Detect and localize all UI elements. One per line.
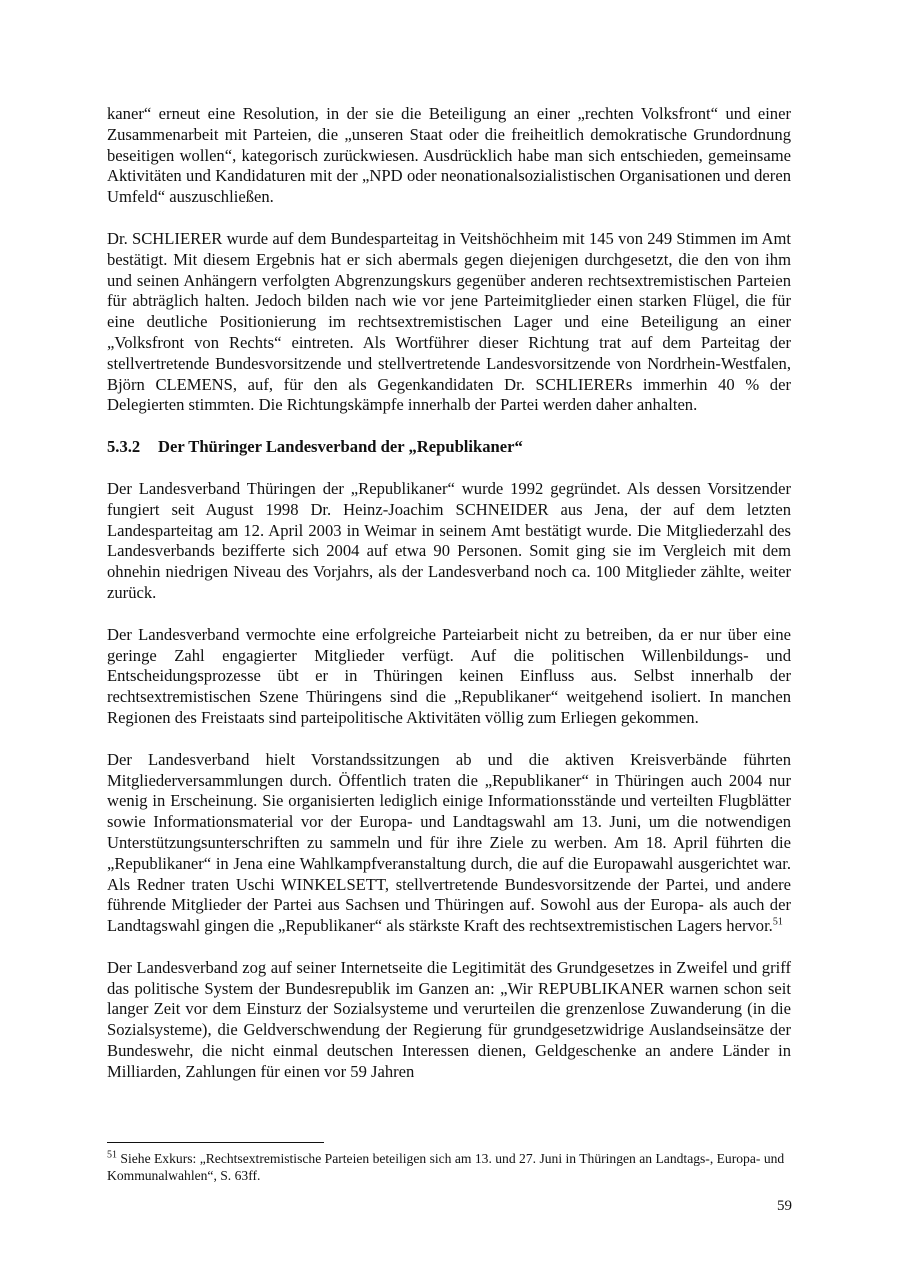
footnote-reference[interactable]: 51 <box>772 916 783 928</box>
footnote-divider <box>107 1142 324 1143</box>
footnote-number: 51 <box>107 1149 117 1161</box>
section-number: 5.3.2 <box>107 437 141 457</box>
paragraph-5 <box>107 750 791 937</box>
paragraph-2: Dr. SCHLIERER wurde auf dem Bundesparteitag in Veitshöchheim mit 145 von 249 Stimmen im Amt bestätigt. Mit diesem Ergebnis hat er sich abermals gegen diejenigen durchgesetzt, die den von ihm und seinen Anhängern verfolgten Abgrenzungskurs gegenüber anderen rechtsextremistischen Parteien für abträglich halten. Jedoch bilden nach wie vor jene Parteimitglieder einen starken Flügel, die für eine deutliche Positionierung im rechtsextremistischen Lager und eine Beteiligung an einer „Volksfront von Rechts“ eintreten. Als Wortführer dieser Richtung trat auf dem Parteitag der stellvertretende Bundesvorsitzende und stellvertretende Landesvorsitzende von Nordrhein-Westfalen, Björn CLEMENS, auf, für den als Gegenkandidaten Dr. SCHLIERERs immerhin 40 % der Delegierten stimmten. Die Richtungskämpfe innerhalb der Partei werden daher anhalten. <box>107 228 791 415</box>
page-body <box>107 104 791 1104</box>
paragraph-5-text: Der Landesverband hielt Vorstandssitzungen ab und die aktiven Kreisverbände führten Mitgliederversammlungen durch. Öffentlich traten die „Republikaner“ in Thüringen auch 2004 nur wenig in Erscheinung. Sie organisierten lediglich einige Informationsstände und verteilten Flugblätter sowie Informationsmaterial vor der Europa- und Landtagswahl am 13. Juni, um die notwendigen Unterstützungsunterschriften zu sammeln und für ihre Ziele zu werben. Am 18. April führten die „Republikaner“ in Jena eine Wahlkampfveranstaltung durch, die auf die Europawahl ausgerichtet war. Als Redner traten Uschi WINKELSETT, stellvertretende Bundesvorsitzende der Partei, und andere führende Mitglieder der Partei aus Sachsen und Thüringen auf. Sowohl aus der Europa- als auch der Landtagswahl gingen die „Republikaner“ als stärkste Kraft des rechtsextremistischen Lagers hervor. <box>107 749 791 936</box>
paragraph-6: Der Landesverband zog auf seiner Internetseite die Legitimität des Grundgesetzes in Zweifel und griff das politische System der Bundesrepublik im Ganzen an: „Wir REPUBLIKANER warnen schon seit langer Zeit vor dem Einsturz der Sozialsysteme und verurteilen die grenzenlose Zuwanderung (in die Sozialsysteme), die Geldverschwendung der Regierung für grundgesetzwidrige Auslandseinsätze der Bundeswehr, die nicht einmal deutschen Interessen dienen, Geldgeschenke an andere Länder in Milliarden, Zahlungen für einen vor 59 Jahren <box>107 957 791 1081</box>
paragraph-4: Der Landesverband vermochte eine erfolgreiche Parteiarbeit nicht zu betreiben, da er nur über eine geringe Zahl engagierter Mitglieder verfügt. Auf die politischen Willenbildungs- und Entscheidungsprozesse übt er in Thüringen keinen Einfluss aus. Selbst innerhalb der rechtsextremistischen Szene Thüringens sind die „Republikaner“ weitgehend isoliert. In manchen Regionen des Freistaats sind parteipolitische Aktivitäten völlig zum Erliegen gekommen. <box>107 624 791 727</box>
section-title: Der Thüringer Landesverband der „Republikaner“ <box>158 437 523 457</box>
paragraph-1: kaner“ erneut eine Resolution, in der sie die Beteiligung an einer „rechten Volksfront“ und einer Zusammenarbeit mit Parteien, die „unseren Staat oder die freiheitlich demokratische Grundordnung beseitigen wollen“, kategorisch zurückwiesen. Ausdrücklich habe man sich entschieden, gemeinsame Aktivitäten und Kandidaturen mit der „NPD oder neonationalsozialistischen Organisationen und deren Umfeld“ auszuschließen. <box>107 104 791 207</box>
footnote <box>107 1150 791 1184</box>
footnote-text: Siehe Exkurs: „Rechtsextremistische Parteien beteiligen sich am 13. und 27. Juni in Thüringen an Landtags-, Europa- und Kommunalwahlen“, S. 63ff. <box>107 1151 785 1183</box>
section-heading <box>107 437 791 458</box>
paragraph-3: Der Landesverband Thüringen der „Republikaner“ wurde 1992 gegründet. Als dessen Vorsitzender fungiert seit August 1998 Dr. Heinz-Joachim SCHNEIDER aus Jena, der auf dem letzten Landesparteitag am 12. April 2003 in Weimar in seinem Amt bestätigt wurde. Die Mitgliederzahl des Landesverbands bezifferte sich 2004 auf etwa 90 Personen. Somit ging sie im Vergleich mit dem ohnehin niedrigen Niveau des Vorjahrs, als der Landesverband noch ca. 100 Mitglieder zählte, weiter zurück. <box>107 478 791 602</box>
page-number: 59 <box>777 1198 792 1214</box>
